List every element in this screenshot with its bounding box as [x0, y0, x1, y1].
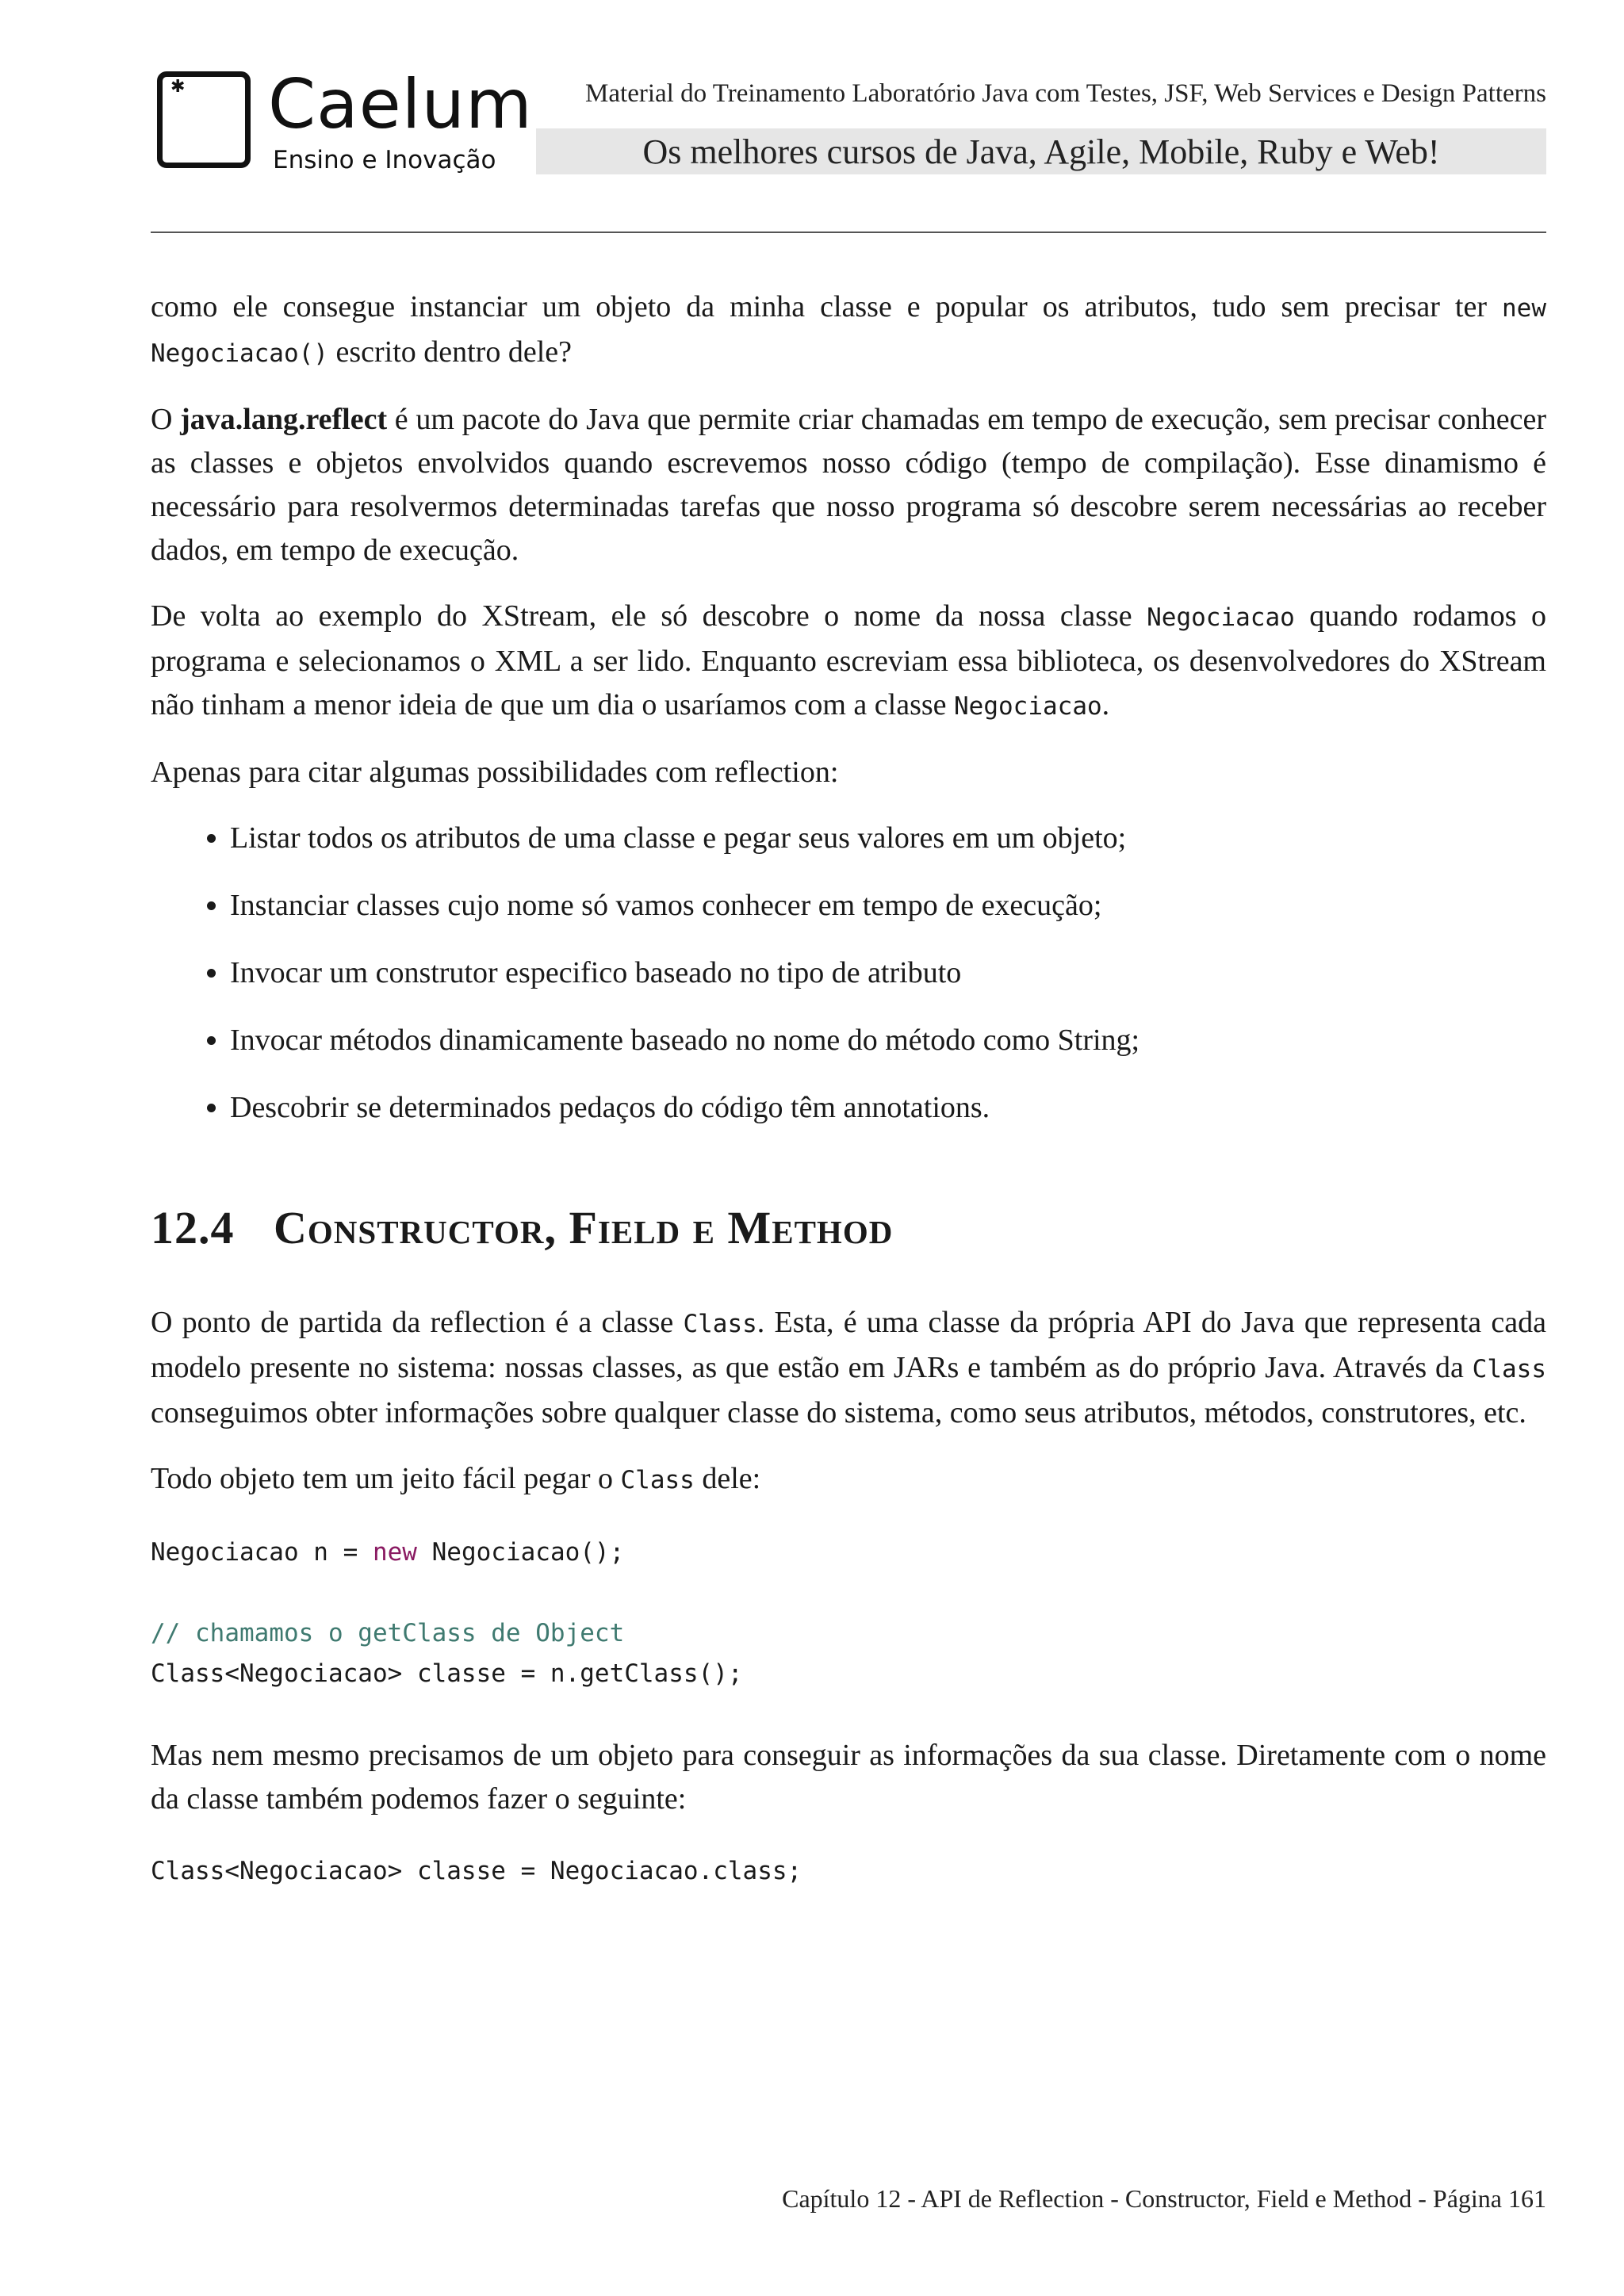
- code-line: Class<Negociacao> classe = Negociacao.class;: [151, 1857, 802, 1885]
- paragraph-class: O ponto de partida da reflection é a classe Class. Esta, é uma classe da própria API do Java que representa cada modelo presente no sistema: nossas classes, as que estão em JARs e também as do próprio Java. Através da Class conseguimos obter informações sobre qualquer classe do sistema, como seus atributos, métodos, construtores, etc.: [151, 1306, 1546, 1429]
- paragraph-reflect: O java.lang.reflect é um pacote do Java que permite criar chamadas em tempo de execução, sem precisar conhecer as classes e objetos envolvidos quando escrevemos nosso código (tempo de compilação). Esse dinamismo é necessário para resolvermos determinadas tarefas que nosso programa só descobre serem necessárias ao receber dados, em tempo de execução.: [151, 403, 1546, 567]
- paragraph-xstream: De volta ao exemplo do XStream, ele só descobre o nome da nossa classe Negociacao quando rodamos o programa e selecionamos o XML a ser lido. Enquanto escreviam essa biblioteca, os desenvolvedores do XStream não tinham a menor ideia de que um dia o usaríamos com a classe Negociacao.: [151, 599, 1547, 721]
- keyword: new: [372, 1538, 417, 1567]
- paragraph-intro: como ele consegue instanciar um objeto da minha classe e popular os atributos, tudo sem precisar ter new Negociacao() escrito dentro dele?: [151, 290, 1546, 369]
- section-title: Constructor, Field e Method: [274, 1202, 894, 1253]
- inline-code: Class: [1472, 1355, 1546, 1383]
- page-header: [151, 63, 1546, 182]
- inline-code: Class: [620, 1466, 695, 1494]
- course-title: Material do Treinamento Laboratório Java com Testes, JSF, Web Services e Design Patterns: [585, 79, 1546, 108]
- caelum-logo: [157, 65, 533, 178]
- logo-mark: [157, 71, 251, 168]
- section-number: 12.4: [151, 1202, 235, 1253]
- star-icon: ✱: [170, 77, 186, 97]
- code-line: Negociacao n = new Negociacao();: [151, 1538, 625, 1567]
- list-item: • Instanciar classes cujo nome só vamos conhecer em tempo de execução;: [230, 884, 1546, 928]
- list-item: • Descobrir se determinados pedaços do código têm annotations.: [230, 1086, 1546, 1130]
- bold-term: java.lang.reflect: [180, 403, 388, 436]
- page-content: [151, 285, 1546, 1931]
- code-comment: // chamamos o getClass de Object: [151, 1619, 625, 1647]
- paragraph-possibilities: Apenas para citar algumas possibilidades com reflection:: [151, 756, 839, 789]
- list-item: • Listar todos os atributos de uma classe e pegar seus valores em um objeto;: [230, 817, 1546, 860]
- slogan-text: Os melhores cursos de Java, Agile, Mobile, Ruby e Web!: [642, 132, 1440, 171]
- slogan-banner: [536, 128, 1546, 174]
- inline-code: Negociacao: [954, 692, 1102, 721]
- code-line: Class<Negociacao> classe = n.getClass();: [151, 1659, 743, 1688]
- logo-name: Caelum: [268, 65, 533, 144]
- inline-code: Class: [683, 1310, 757, 1338]
- inline-code: new Negociacao(): [151, 294, 1546, 368]
- header-divider: [151, 232, 1546, 233]
- section-heading: [151, 1203, 1546, 1253]
- paragraph-direct: Mas nem mesmo precisamos de um objeto para conseguir as informações da sua classe. Diretamente com o nome da classe também podemos fazer o seguinte:: [151, 1739, 1546, 1816]
- code-block: [151, 1851, 1546, 1892]
- code-block: [151, 1533, 1546, 1694]
- list-item: • Invocar métodos dinamicamente baseado no nome do método como String;: [230, 1019, 1546, 1062]
- bullet-list: [151, 817, 1546, 1130]
- inline-code: Negociacao: [1147, 603, 1295, 632]
- list-item: • Invocar um construtor especifico baseado no tipo de atributo: [230, 951, 1546, 995]
- page-footer: Capítulo 12 - API de Reflection - Constructor, Field e Method - Página 161: [782, 2184, 1546, 2213]
- paragraph-getclass: Todo objeto tem um jeito fácil pegar o Class dele:: [151, 1462, 761, 1495]
- logo-tagline: Ensino e Inovação: [273, 146, 496, 174]
